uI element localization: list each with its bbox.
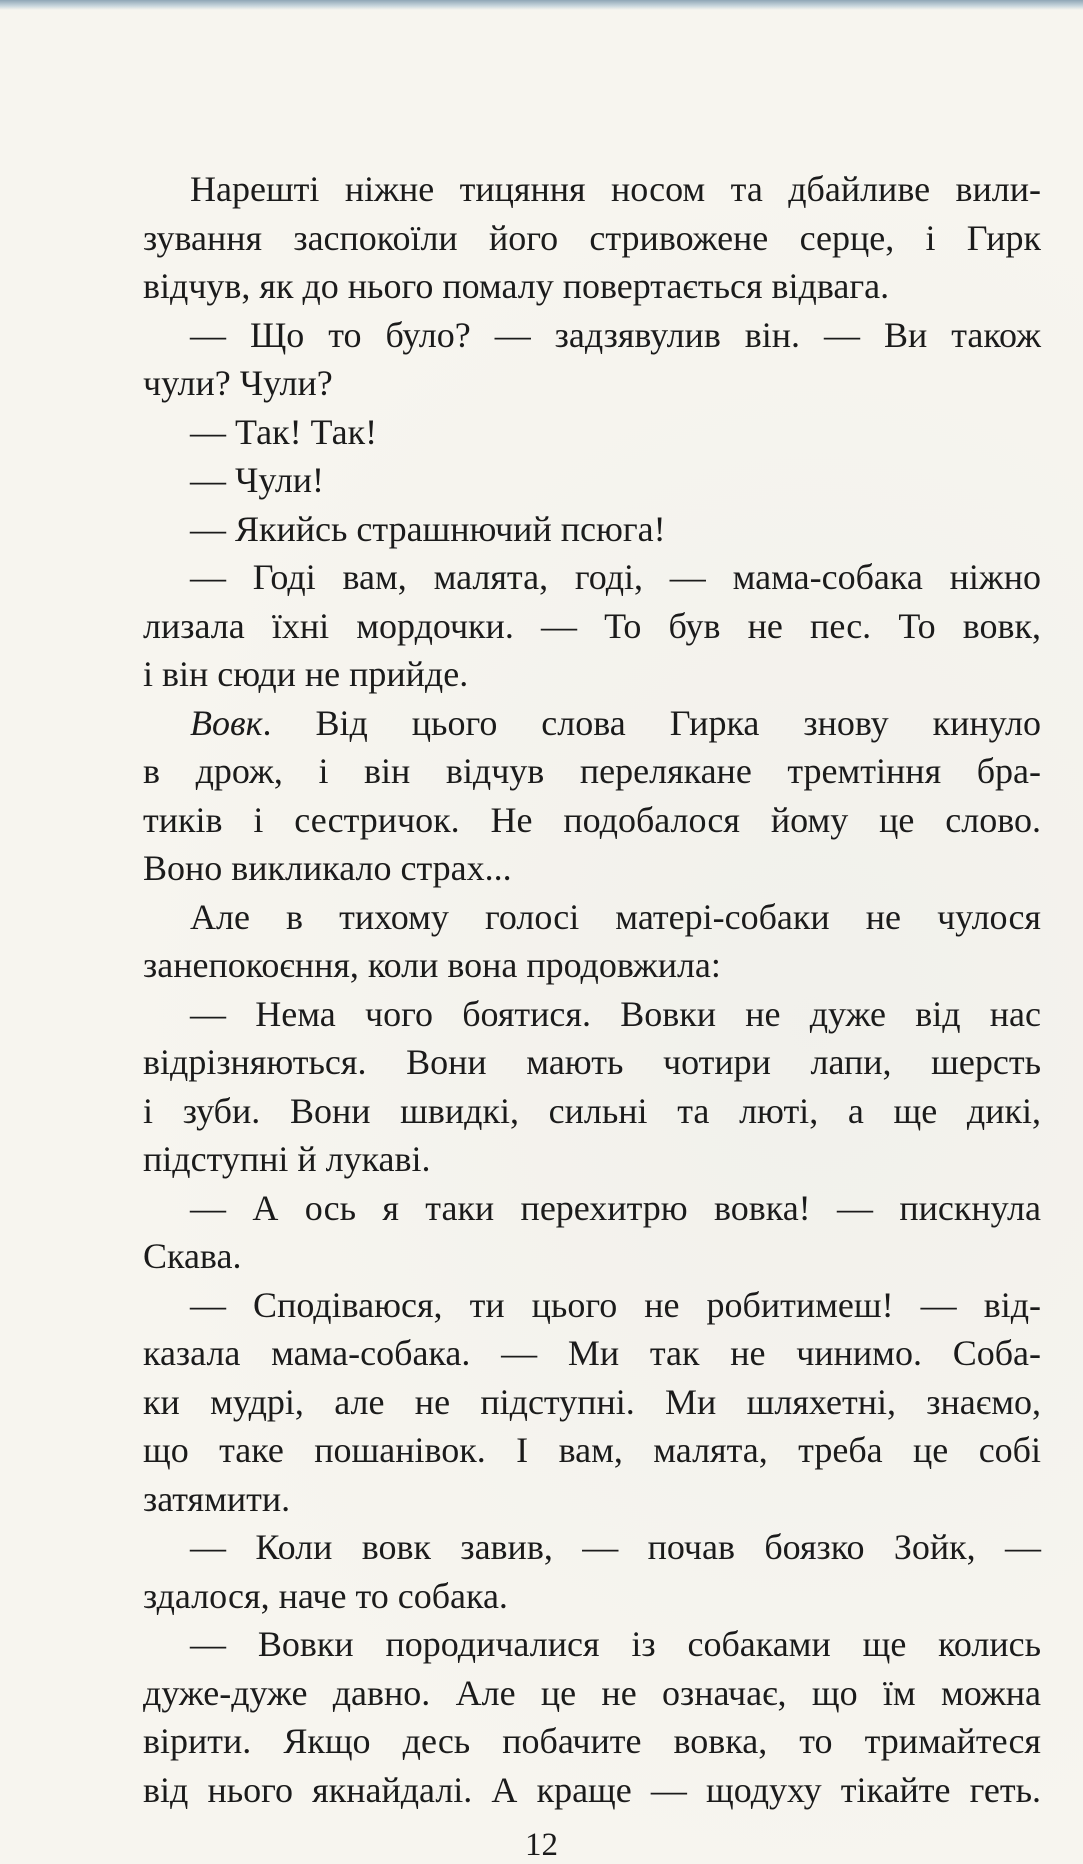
text-line: затямити.: [143, 1478, 291, 1519]
text-line: занепокоєння, коли вона продовжила:: [143, 945, 721, 985]
text-line: — Вовки породичалися із собаками ще колись: [190, 1624, 1041, 1664]
text-line: Але в тихому голосі матері-собаки не чулося: [190, 896, 1041, 937]
text-line: — Коли вовк завив, — почав боязко Зойк, —: [190, 1527, 1041, 1567]
text-line: — Якийсь страшнючий псюга!: [190, 508, 666, 549]
emphasized-word: Вовк: [190, 702, 263, 743]
text-line: — Годі вам, малята, годі, — мама-собака ніжно: [190, 557, 1041, 597]
text-line: Нарешті ніжне тицяння носом та дбайливе вили-: [190, 169, 1041, 209]
text-line: вірити. Якщо десь побачите вовка, то тримайтеся: [143, 1721, 1041, 1761]
text-line: в дрож, і він відчув перелякане тремтіння бра-: [143, 751, 1041, 791]
text-line: чули? Чули?: [143, 363, 333, 403]
text-line: Воно викликало страх...: [143, 848, 512, 888]
text-line: — Так! Так!: [190, 411, 378, 452]
text-line: — Сподіваюся, ти цього не робитимеш! — від-: [190, 1284, 1041, 1325]
text-line: відчув, як до нього помалу повертається відвага.: [143, 266, 890, 306]
text-line: відрізняються. Вони мають чотири лапи, шерсть: [143, 1042, 1041, 1082]
text-line: — А ось я таки перехитрю вовка! — пискнула: [190, 1187, 1041, 1228]
text-line: зування заспокоїли його стривожене серце, і Гирк: [143, 217, 1041, 258]
text-line: дуже-дуже давно. Але це не означає, що їм можна: [143, 1672, 1041, 1713]
text-line: тиків і сестричок. Не подобалося йому це слово.: [143, 799, 1041, 840]
text-line: — Чули!: [190, 460, 325, 500]
text-line: підступні й лукаві.: [143, 1139, 431, 1179]
text-line: і він сюди не прийде.: [143, 654, 469, 694]
line-text: . Від цього слова Гирка знову кинуло: [262, 702, 1041, 743]
body-text: [143, 165, 1041, 1814]
text-line: казала мама-собака. — Ми так не чинимо. Соба-: [143, 1333, 1041, 1373]
text-line: і зуби. Вони швидкі, сильні та люті, а ще дикі,: [143, 1090, 1041, 1131]
text-line: здалося, наче то собака.: [143, 1575, 508, 1616]
text-line: Скава.: [143, 1236, 242, 1276]
text-line: що таке пошанівок. І вам, малята, треба це собі: [143, 1430, 1041, 1470]
text-line: лизала їхні мордочки. — То був не пес. То вовк,: [143, 605, 1041, 646]
text-line: — Нема чого боятися. Вовки не дуже від нас: [190, 993, 1041, 1034]
page-number: 12: [525, 1827, 558, 1863]
text-line: ки мудрі, але не підступні. Ми шляхетні, знаємо,: [143, 1381, 1041, 1422]
text-line: [143, 699, 1041, 748]
text-line: — Що то було? — задзявулив він. — Ви також: [190, 314, 1041, 355]
page-top-edge: [0, 0, 1083, 10]
text-line: від нього якнайдалі. А краще — щодуху тікайте геть.: [143, 1769, 1041, 1810]
